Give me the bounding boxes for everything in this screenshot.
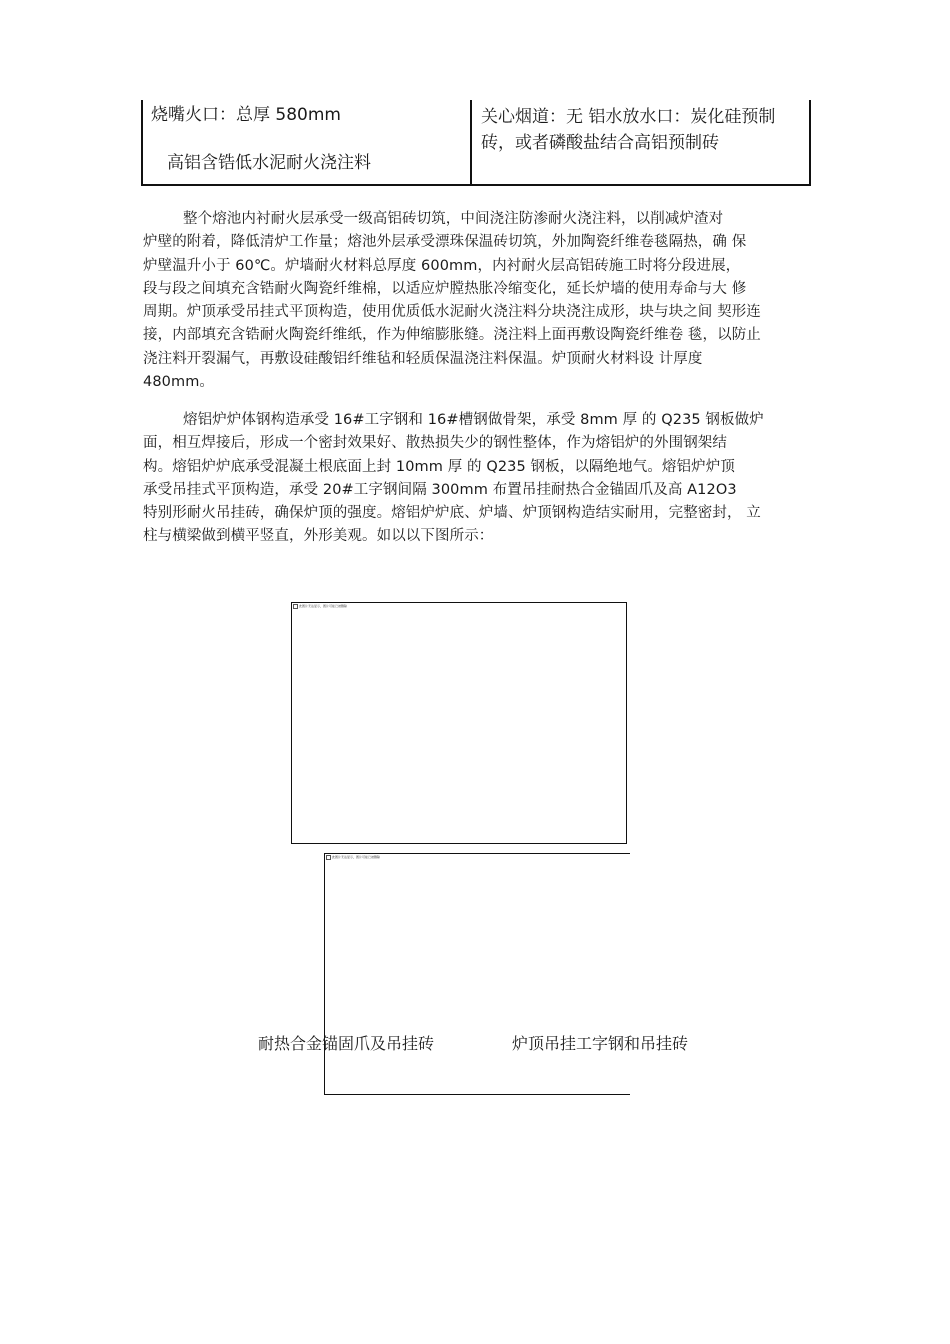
header-table (141, 100, 811, 186)
paragraph-furnace-lining (143, 208, 823, 394)
paragraph-line: 炉壁温升小于 60℃。炉墙耐火材料总厚度 600mm，内衬耐火层高铝砖施工时将分段进展， (143, 257, 741, 274)
paragraph-line: 特别形耐火吊挂砖，确保炉顶的强度。熔铝炉炉底、炉墙、炉顶钢构造结实耐用，完整密封， 立 (143, 505, 761, 522)
paragraph-steel-structure (143, 409, 823, 549)
paragraph-line: 480mm。 (143, 374, 215, 391)
paragraph-line: 浇注料开裂漏气，再敷设硅酸铝纤维毡和轻质保温浇注料保温。炉顶耐火材料设 计厚度 (143, 350, 703, 367)
caption-left: 耐热合金锚固爪及吊挂砖 (258, 1034, 435, 1053)
figure-frame-1 (291, 602, 627, 844)
paragraph-line: 周期。炉顶承受吊挂式平顶构造，使用优质低水泥耐火浇注料分块浇注成形，块与块之间 契形连 (143, 304, 761, 321)
broken-image-icon (326, 855, 331, 860)
paragraph-line: 柱与横梁做到横平竖直，外形美观。如以以下图所示： (143, 528, 494, 545)
table-left-line2: 高铝含锆低水泥耐火浇注料 (167, 153, 371, 173)
figure-frame-2 (324, 853, 630, 1095)
paragraph-line: 面，相互焊接后，形成一个密封效果好、散热损失少的钢性整体，作为熔铝炉的外围钢架结 (143, 435, 727, 452)
table-border-middle (470, 100, 472, 184)
paragraph-line: 接，内部填充含锆耐火陶瓷纤维纸，作为伸缩膨胀缝。浇注料上面再敷设陶瓷纤维卷 毯，以防止 (143, 327, 761, 344)
figure-frame-2-label: 此图片无法显示，图片可能已被删除 (332, 855, 381, 859)
table-border-right (809, 100, 811, 184)
figure-frame-1-label: 此图片无法显示，图片可能已被删除 (299, 604, 348, 608)
table-border-left (141, 100, 143, 184)
broken-image-icon (293, 604, 298, 609)
paragraph-line: 整个熔池内衬耐火层承受一级高铝砖切筑，中间浇注防渗耐火浇注料，以削减炉渣对 (183, 211, 724, 227)
caption-right: 炉顶吊挂工字钢和吊挂砖 (512, 1034, 689, 1053)
paragraph-line: 构。熔铝炉炉底承受混凝土根底面上封 10mm 厚 的 Q235 钢板，以隔绝地气。熔铝炉炉顶 (143, 458, 735, 475)
table-left-line1: 烧嘴火口：总厚 580mm (151, 105, 341, 125)
table-right-cell: 关心烟道：无 铝水放水口：炭化硅预制砖，或者磷酸盐结合高铝预制砖 (481, 107, 776, 153)
paragraph-line: 熔铝炉炉体钢构造承受 16#工字钢和 16#槽钢做骨架，承受 8mm 厚 的 Q235 钢板做炉 (183, 412, 764, 428)
paragraph-line: 炉壁的附着，降低清炉工作量；熔池外层承受漂珠保温砖切筑，外加陶瓷纤维卷毯隔热，确 保 (143, 234, 747, 251)
paragraph-line: 承受吊挂式平顶构造，承受 20#工字钢间隔 300mm 布置吊挂耐热合金锚固爪及高 A12O3 (143, 481, 737, 498)
paragraph-line: 段与段之间填充含锆耐火陶瓷纤维棉，以适应炉膛热胀冷缩变化，延长炉墙的使用寿命与大 修 (143, 280, 747, 297)
